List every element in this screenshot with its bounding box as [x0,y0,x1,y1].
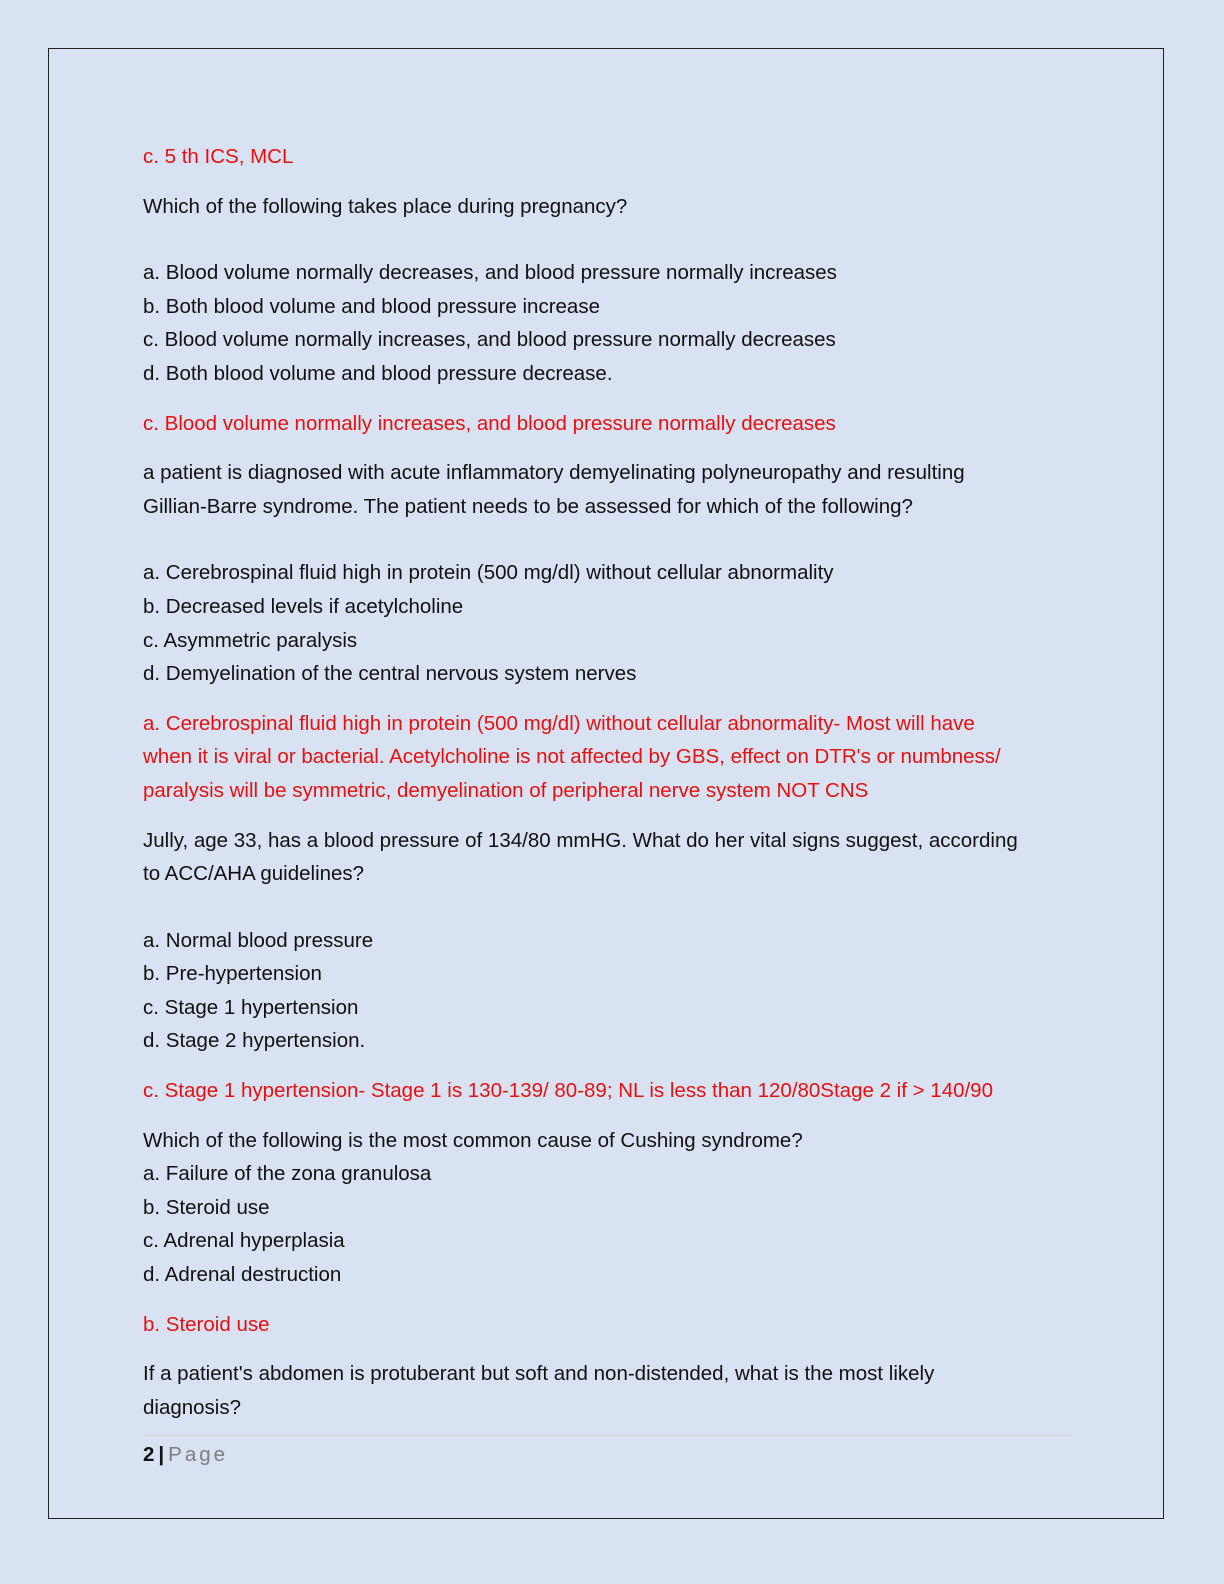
question-block [143,190,1073,224]
answer-line: b. Steroid use [143,1312,270,1336]
question-line: diagnosis? [143,1395,242,1419]
option-line: a. Blood volume normally decreases, and blood pressure normally increases [143,261,837,285]
answer-block [143,140,1073,174]
question-block [143,1357,1073,1424]
option-line: b. Decreased levels if acetylcholine [143,594,464,618]
answer-line: when it is viral or bacterial. Acetylcholine is not affected by GBS, effect on DTR's or numbness/ [143,745,1001,769]
answer-block [143,1308,1073,1342]
page-separator: | [158,1443,165,1466]
answer-line: paralysis will be symmetric, demyelination of peripheral nerve system NOT CNS [143,778,869,802]
question-line: Jully, age 33, has a blood pressure of 134/80 mmHG. What do her vital signs suggest, according [143,828,1018,852]
option-line: b. Both blood volume and blood pressure increase [143,294,600,318]
option-line: b. Pre-hypertension [143,962,322,986]
option-line: d. Both blood volume and blood pressure decrease. [143,361,613,385]
answer-block [143,1074,1073,1108]
answer-line: c. Stage 1 hypertension- Stage 1 is 130-139/ 80-89; NL is less than 120/80Stage 2 if > 140/90 [143,1079,993,1103]
answer-line: a. Cerebrospinal fluid high in protein (500 mg/dl) without cellular abnormality- Most will have [143,711,975,735]
document-content [143,140,1073,1424]
option-line: d. Demyelination of the central nervous system nerves [143,662,637,686]
page-label: Page [168,1443,229,1466]
option-line: a. Cerebrospinal fluid high in protein (500 mg/dl) without cellular abnormality [143,561,834,585]
option-line: a. Failure of the zona granulosa [143,1162,432,1186]
question-line: to ACC/AHA guidelines? [143,862,365,886]
question-line: Gillian-Barre syndrome. The patient needs to be assessed for which of the following? [143,494,913,518]
option-line: a. Normal blood pressure [143,928,374,952]
option-line: d. Adrenal destruction [143,1263,342,1287]
question-line: a patient is diagnosed with acute inflammatory demyelinating polyneuropathy and resulting [143,461,965,485]
options-block [143,256,1073,390]
option-line: c. Asymmetric paralysis [143,628,358,652]
options-block [143,924,1073,1058]
question-line: Which of the following takes place during pregnancy? [143,194,628,218]
page-footer [143,1435,1073,1471]
answer-line: c. Blood volume normally increases, and blood pressure normally decreases [143,411,836,435]
question-block [143,456,1073,523]
page-number: 2 [143,1443,155,1466]
answer-block [143,707,1073,808]
question-block [143,1124,1073,1292]
option-line: c. Stage 1 hypertension [143,995,359,1019]
question-line: Which of the following is the most common cause of Cushing syndrome? [143,1128,803,1152]
options-block [143,556,1073,690]
question-block [143,824,1073,891]
option-line: c. Blood volume normally increases, and blood pressure normally decreases [143,328,836,352]
option-line: c. Adrenal hyperplasia [143,1229,345,1253]
answer-line: c. 5 th ICS, MCL [143,145,294,168]
question-line: If a patient's abdomen is protuberant but soft and non-distended, what is the most likely [143,1362,935,1386]
option-line: b. Steroid use [143,1195,270,1219]
answer-block [143,407,1073,441]
option-line: d. Stage 2 hypertension. [143,1029,366,1053]
